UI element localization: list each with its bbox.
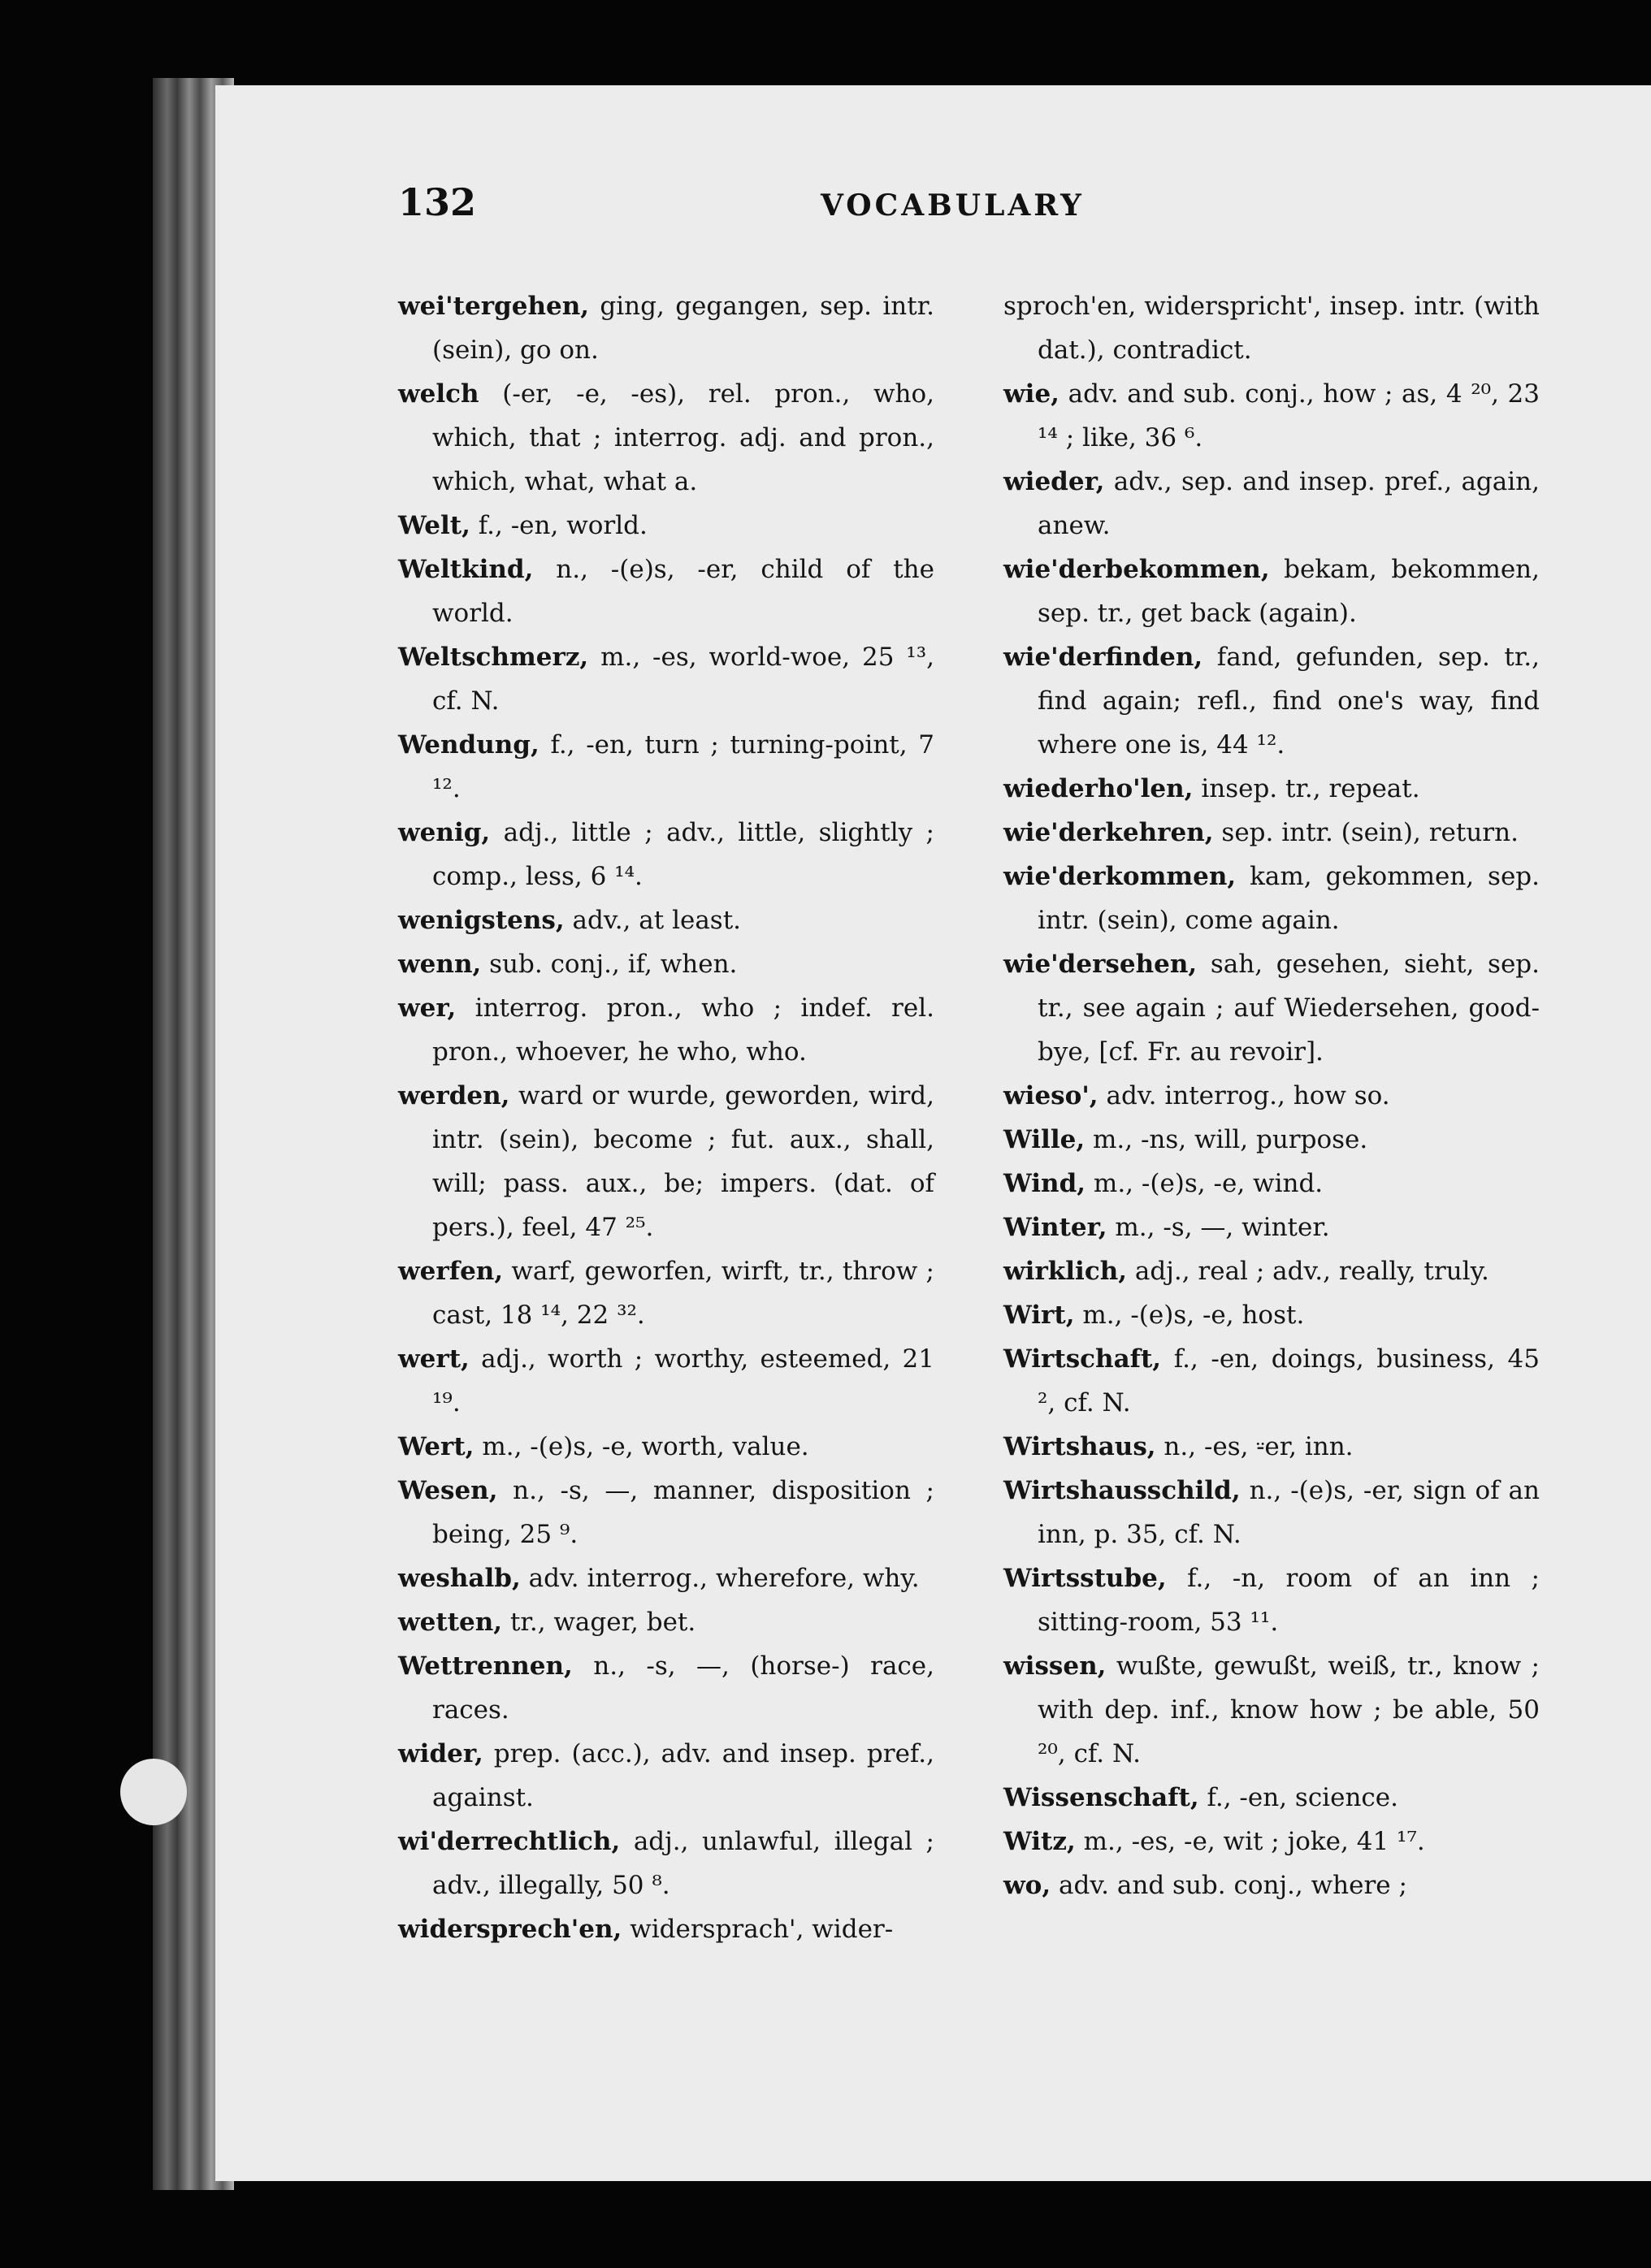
entry-definition: tr., wager, bet. (509, 1608, 696, 1637)
entry-headword: Winter, (1003, 1213, 1107, 1242)
entry-headword: Wirtschaft, (1003, 1344, 1162, 1374)
entry-headword: widersprech'en, (398, 1915, 622, 1944)
dictionary-entry (398, 1425, 934, 1469)
entry-headword: Witz, (1003, 1827, 1076, 1856)
entry-definition: n., -es, ⸚er, inn. (1164, 1432, 1354, 1461)
dictionary-entry (1003, 635, 1540, 767)
entry-definition: n., -s, —, (horse-) race, races. (432, 1651, 934, 1725)
dictionary-entry (1003, 460, 1540, 548)
entry-definition: f., -en, turn ; turning-point, 7 ¹². (432, 730, 934, 803)
dictionary-entry (1003, 1425, 1540, 1469)
entry-headword: werden, (398, 1081, 510, 1110)
entry-definition: n., -s, —, manner, disposition ; being, 25 ⁹. (432, 1476, 934, 1549)
entry-definition: ging, gegangen, sep. intr. (sein), go on. (432, 292, 934, 365)
entry-headword: werfen, (398, 1257, 504, 1286)
dictionary-entry (398, 942, 934, 986)
entry-headword: Wesen, (398, 1476, 498, 1505)
dictionary-entry (398, 1074, 934, 1249)
entry-headword: wirklich, (1003, 1257, 1128, 1286)
entry-definition: (-er, -e, -es), rel. pron., who, which, that ; interrog. adj. and pron., which, what, what a. (432, 379, 934, 496)
dictionary-entry (398, 635, 934, 723)
entry-definition: adv., at least. (572, 906, 742, 935)
entry-headword: Wettrennen, (398, 1651, 573, 1681)
entry-headword: wissen, (1003, 1651, 1107, 1681)
dictionary-entry (398, 372, 934, 504)
entry-definition: adj., real ; adv., really, truly. (1134, 1257, 1489, 1286)
entry-definition: adv. and sub. conj., how ; as, 4 ²⁰, 23 ¹⁴ ; like, 36 ⁶. (1038, 379, 1540, 452)
dictionary-entry (398, 1556, 934, 1600)
dictionary-entry (398, 811, 934, 898)
entry-definition: m., -(e)s, -e, wind. (1093, 1169, 1324, 1198)
dictionary-entry (398, 1337, 934, 1425)
entry-definition: sep. intr. (sein), return. (1221, 818, 1519, 847)
page-header (398, 180, 1544, 229)
entry-headword: wie'derkommen, (1003, 862, 1237, 891)
entry-definition: prep. (acc.), adv. and insep. pref., against. (432, 1739, 934, 1812)
dictionary-entry (1003, 1820, 1540, 1863)
entry-definition: f., -en, science. (1207, 1783, 1398, 1812)
dictionary-entry (398, 548, 934, 635)
entry-headword: wie'dersehen, (1003, 950, 1198, 979)
entry-headword: wiederho'len, (1003, 774, 1194, 803)
dictionary-entry (1003, 1074, 1540, 1118)
dictionary-entry (398, 1249, 934, 1337)
entry-definition: sah, gesehen, sieht, sep. tr., see again ; auf Wiedersehen, good-bye, [cf. Fr. au revoir]. (1038, 950, 1540, 1067)
dictionary-entry-continuation (1003, 284, 1540, 372)
entry-definition: f., -en, doings, business, 45 ², cf. N. (1038, 1344, 1540, 1418)
dictionary-entry (1003, 1469, 1540, 1556)
dictionary-entry (1003, 1776, 1540, 1820)
entry-definition: f., -n, room of an inn ; sitting-room, 53 ¹¹. (1038, 1564, 1540, 1637)
entry-definition: sproch'en, widerspricht', insep. intr. (with dat.), contradict. (1003, 292, 1540, 365)
dictionary-entry (398, 898, 934, 942)
entry-definition: adv. and sub. conj., where ; (1059, 1871, 1407, 1900)
right-column (1003, 284, 1540, 1907)
entry-headword: wider, (398, 1739, 483, 1768)
entry-definition: kam, gekommen, sep. intr. (sein), come again. (1038, 862, 1540, 935)
entry-definition: m., -s, —, winter. (1115, 1213, 1330, 1242)
entry-definition: adv., sep. and insep. pref., again, anew. (1038, 467, 1540, 540)
entry-headword: wenigstens, (398, 906, 565, 935)
entry-headword: Wirtshaus, (1003, 1432, 1156, 1461)
entry-definition: adv. interrog., how so. (1106, 1081, 1390, 1110)
left-column (398, 284, 934, 1951)
entry-definition: m., -es, world-woe, 25 ¹³, cf. N. (432, 643, 934, 716)
entry-headword: wert, (398, 1344, 470, 1374)
entry-definition: adj., little ; adv., little, slightly ; comp., less, 6 ¹⁴. (432, 818, 935, 891)
entry-headword: wie, (1003, 379, 1060, 409)
entry-headword: wie'derkehren, (1003, 818, 1214, 847)
entry-headword: wer, (398, 993, 457, 1023)
dictionary-entry (1003, 767, 1540, 811)
dictionary-entry (398, 504, 934, 548)
dictionary-entry (398, 1644, 934, 1732)
dictionary-entry (398, 1469, 934, 1556)
entry-headword: wie'derbekommen, (1003, 555, 1270, 584)
dictionary-entry (1003, 1293, 1540, 1337)
dictionary-entry (398, 1907, 934, 1951)
entry-definition: m., -ns, will, purpose. (1092, 1125, 1368, 1154)
dictionary-entry (398, 723, 934, 811)
entry-definition: insep. tr., repeat. (1201, 774, 1420, 803)
entry-headword: weshalb, (398, 1564, 521, 1593)
entry-definition: sub. conj., if, when. (489, 950, 738, 979)
entry-headword: wetten, (398, 1608, 503, 1637)
entry-definition: n., -(e)s, -er, sign of an inn, p. 35, cf. N. (1038, 1476, 1540, 1549)
dictionary-entry (1003, 942, 1540, 1074)
dictionary-entry (1003, 1863, 1540, 1907)
dictionary-entry (1003, 1118, 1540, 1162)
entry-headword: wi'derrechtlich, (398, 1827, 621, 1856)
entry-headword: Wirtshausschild, (1003, 1476, 1241, 1505)
entry-headword: wie'derfinden, (1003, 643, 1203, 672)
dictionary-entry (1003, 548, 1540, 635)
page-number: 132 (398, 180, 477, 224)
entry-definition: m., -(e)s, -e, worth, value. (482, 1432, 809, 1461)
dictionary-entry (398, 1600, 934, 1644)
entry-headword: Wille, (1003, 1125, 1086, 1154)
dictionary-entry (1003, 855, 1540, 942)
dictionary-entry (1003, 1337, 1540, 1425)
entry-definition: fand, gefunden, sep. tr., find again; refl., find one's way, find where one is, 44 ¹². (1038, 643, 1540, 760)
dictionary-entry (1003, 1162, 1540, 1205)
entry-definition: m., -es, -e, wit ; joke, 41 ¹⁷. (1083, 1827, 1425, 1856)
dictionary-entry (398, 986, 934, 1074)
entry-headword: wieder, (1003, 467, 1105, 496)
dictionary-entry (398, 1732, 934, 1820)
entry-headword: wo, (1003, 1871, 1051, 1900)
paper-damage-spot (120, 1759, 187, 1825)
entry-definition: adj., unlawful, illegal ; adv., illegally, 50 ⁸. (432, 1827, 934, 1900)
entry-headword: Wert, (398, 1432, 474, 1461)
dictionary-entry (1003, 1644, 1540, 1776)
entry-definition: adv. interrog., wherefore, why. (528, 1564, 920, 1593)
entry-headword: Welt, (398, 511, 470, 540)
entry-headword: Wendung, (398, 730, 540, 760)
entry-definition: ward or wurde, geworden, wird, intr. (sein), become ; fut. aux., shall, will; pass. aux., be; impers. (dat. of pers.), feel, 47 ²⁵. (432, 1081, 934, 1242)
dictionary-entry (1003, 811, 1540, 855)
dictionary-entry (1003, 372, 1540, 460)
entry-definition: f., -en, world. (478, 511, 648, 540)
entry-definition: adj., worth ; worthy, esteemed, 21 ¹⁹. (432, 1344, 935, 1418)
entry-definition: wußte, gewußt, weiß, tr., know ; with dep. inf., know how ; be able, 50 ²⁰, cf. N. (1038, 1651, 1540, 1768)
entry-headword: Weltschmerz, (398, 643, 589, 672)
entry-headword: Weltkind, (398, 555, 534, 584)
entry-headword: Wirtsstube, (1003, 1564, 1167, 1593)
entry-definition: n., -(e)s, -er, child of the world. (432, 555, 934, 628)
entry-definition: warf, geworfen, wirft, tr., throw ; cast, 18 ¹⁴, 22 ³². (432, 1257, 934, 1330)
entry-definition: m., -(e)s, -e, host. (1082, 1301, 1305, 1330)
entry-definition: widersprach', wider- (630, 1915, 894, 1944)
dictionary-entry (1003, 1556, 1540, 1644)
dictionary-entry (1003, 1249, 1540, 1293)
entry-headword: wei'tergehen, (398, 292, 590, 321)
entry-headword: Wissenschaft, (1003, 1783, 1199, 1812)
entry-headword: Wind, (1003, 1169, 1086, 1198)
entry-definition: interrog. pron., who ; indef. rel. pron., whoever, he who, who. (432, 993, 934, 1067)
dictionary-entry (398, 1820, 934, 1907)
entry-headword: wenig, (398, 818, 491, 847)
dictionary-entry (1003, 1205, 1540, 1249)
entry-headword: wenn, (398, 950, 482, 979)
dictionary-entry (398, 284, 934, 372)
entry-headword: welch (398, 379, 479, 409)
entry-definition: bekam, bekommen, sep. tr., get back (again). (1038, 555, 1540, 628)
entry-headword: wieso', (1003, 1081, 1098, 1110)
entry-headword: Wirt, (1003, 1301, 1075, 1330)
running-title: VOCABULARY (821, 188, 1085, 223)
